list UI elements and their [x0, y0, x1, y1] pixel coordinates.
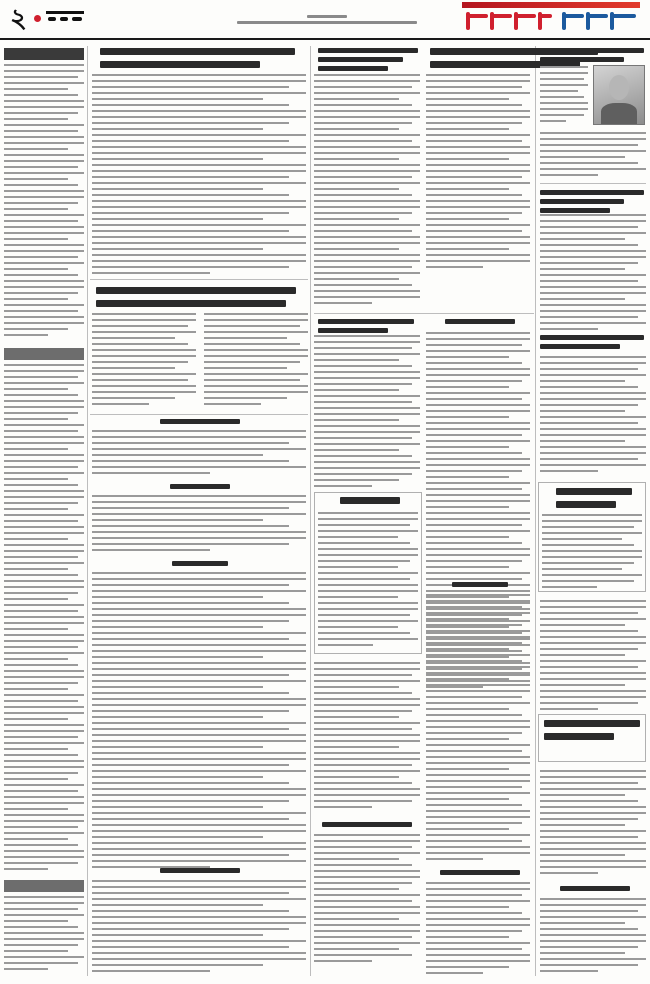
- headline-sri: [340, 497, 400, 510]
- headline-baba-bari: [322, 822, 412, 831]
- column-divider: [87, 46, 88, 976]
- dateline: [232, 13, 422, 27]
- portrait-photo: [593, 65, 645, 125]
- page-number: ২: [10, 4, 27, 34]
- misc-header: [4, 880, 84, 892]
- short-news-headline: [172, 561, 228, 570]
- headline-militant: [540, 335, 644, 353]
- headline-election: [445, 319, 515, 328]
- bullet-dot-icon: [34, 15, 41, 22]
- buy-sell-header: [4, 348, 84, 360]
- headline-khuna: [440, 870, 520, 879]
- short-news-headline: [160, 419, 240, 428]
- short-news-headline: [160, 868, 240, 877]
- newspaper-logo: [462, 2, 640, 36]
- section-title: [46, 9, 84, 29]
- column-divider: [310, 46, 311, 976]
- short-news-headline: [170, 484, 230, 493]
- headline-smart-card: [100, 48, 300, 74]
- column-divider: [535, 46, 536, 976]
- headline-trader: [556, 488, 632, 514]
- headline-alauddin: [540, 48, 644, 66]
- headline-nine-eleven: [544, 720, 640, 746]
- headline-university: [540, 190, 644, 217]
- headline-corridor: [96, 287, 301, 313]
- headline-keraniganj: [318, 48, 418, 75]
- headline-right-bottom: [560, 886, 630, 895]
- headline-kashimpur: [452, 582, 508, 591]
- masthead: [0, 0, 650, 40]
- classifieds-header: [4, 48, 84, 60]
